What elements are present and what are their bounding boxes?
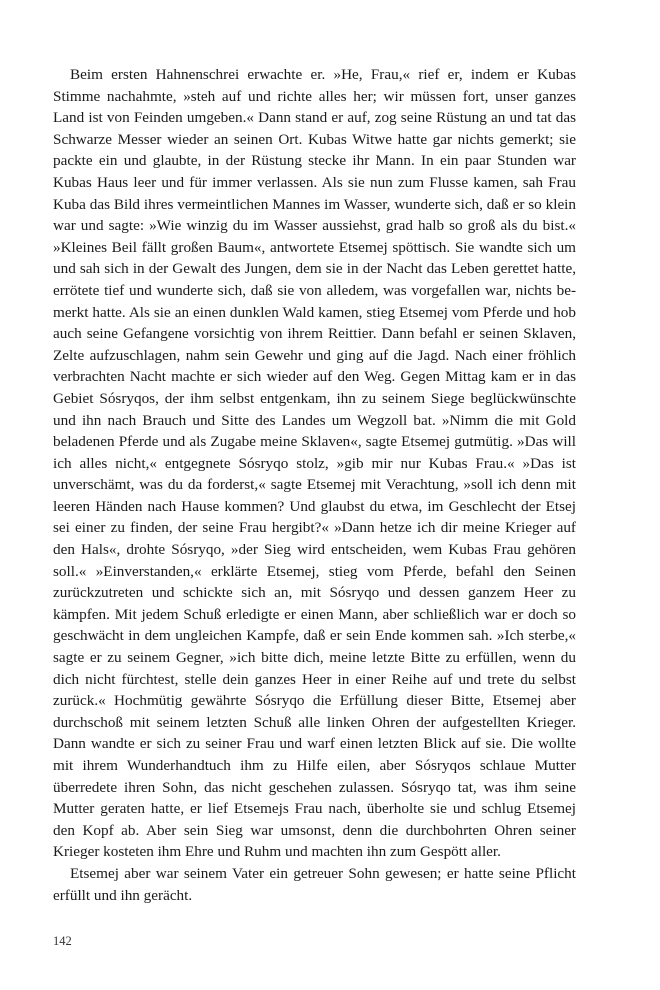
paragraph-1: Beim ersten Hahnenschrei erwachte er. »He, Frau,« rief er, indem er Kubas Stimme nachahmte, »steh auf und richte alles her; wir müssen fort, unser ganzes Land ist von Feinden umgeben.« Dann stand er auf, zog seine Rüstung an und tat das Schwarze Messer wieder an seinen Ort. Kubas Witwe hatte gar nichts gemerkt; sie packte ein und glaubte, in der Rüstung stecke ihr Mann. In ein paar Stunden war Kubas Haus leer und für immer verlassen. Als sie nun zum Flusse kamen, sah Frau Kuba das Bild ihres vermeintlichen Mannes im Wasser, wunderte sich, daß er so klein war und sagte: »Wie winzig du im Wasser aussiehst, grad halb so groß als du bist.« »Kleines Beil fällt großen Baum«, antwortete Etsemej spöttisch. Sie wandte sich um und sah sich in der Gewalt des Jungen, dem sie in der Nacht das Leben gerettet hatte, errötete tief und wunderte sich, daß sie von alledem, was vorgefallen war, nichts bemerkt hatte. Als sie an einen dunklen Wald kamen, stieg Etsemej vom Pferde und hob auch seine Gefangene vorsichtig von ihrem Reittier. Dann befahl er seinen Sklaven, Zelte aufzuschlagen, nahm sein Gewehr und ging auf die Jagd. Nach einer fröhlich verbrachten Nacht machte er sich wieder auf den Weg. Gegen Mittag kam er in das Gebiet Sósryqos, der ihm selbst entgenkam, ihn zu seinem Siege beglückwünschte und ihn nach Brauch und Sitte des Landes um Wegzoll bat. »Nimm die mit Gold beladenen Pferde und als Zugabe meine Sklaven«, sagte Etsemej gutmütig. »Das will ich alles nicht,« entgegnete Sósryqo stolz, »gib mir nur Kubas Frau.« »Das ist unverschämt, was du da forderst,« sagte Etsemej mit Verachtung, »soll ich denn mit leeren Händen nach Hause kommen? Und glaubst du etwa, im Geschlecht der Etsej sei einer zu finden, der seine Frau hergibt?« »Dann hetze ich dir meine Krieger auf den Hals«, drohte Sósryqo, »der Sieg wird entscheiden, wem Kubas Frau gehören soll.« »Einverstanden,« erklärte Etsemej, stieg vom Pferde, befahl den Seinen zurückzutreten und schickte sich an, mit Sósryqo und dessen ganzem Heer zu kämpfen. Mit jedem Schuß erledigte er einen Mann, aber schließlich war er doch so geschwächt in dem ungleichen Kampfe, daß er sein Ende kommen sah. »Ich sterbe,« sagte er zu seinem Gegner, »ich bitte dich, meine letzte Bitte zu erfüllen, wenn du dich nicht fürchtest, stelle dein ganzes Heer in einer Reihe auf und trete du selbst zurück.« Hochmütig gewährte Sósryqo die Erfüllung dieser Bitte, Etsemej aber durchschoß mit seinem letzten Schuß alle linken Ohren der aufgestellten Krieger. Dann wandte er sich zu seiner Frau und warf einen letzten Blick auf sie. Die wollte mit ihrem Wunderhandtuch ihm zu Hilfe eilen, aber Sósryqos schlaue Mutter überredete ihren Sohn, das nicht geschehen zulassen. Sósryqo tat, was ihm seine Mutter geraten hatte, er lief Etsemejs Frau nach, überholte sie und schlug Etsemej den Kopf ab. Aber sein Sieg war umsonst, denn die durchbohrten Ohren seiner Krieger kosteten ihm Ehre und Ruhm und machten ihn zum Gespött aller. <box>53 66 576 861</box>
page-number: 142 <box>53 934 72 948</box>
body-text <box>53 64 576 906</box>
paragraph-2: Etsemej aber war seinem Vater ein getreuer Sohn gewesen; er hatte seine Pflicht erfüllt und ihn gerächt. <box>53 864 576 904</box>
